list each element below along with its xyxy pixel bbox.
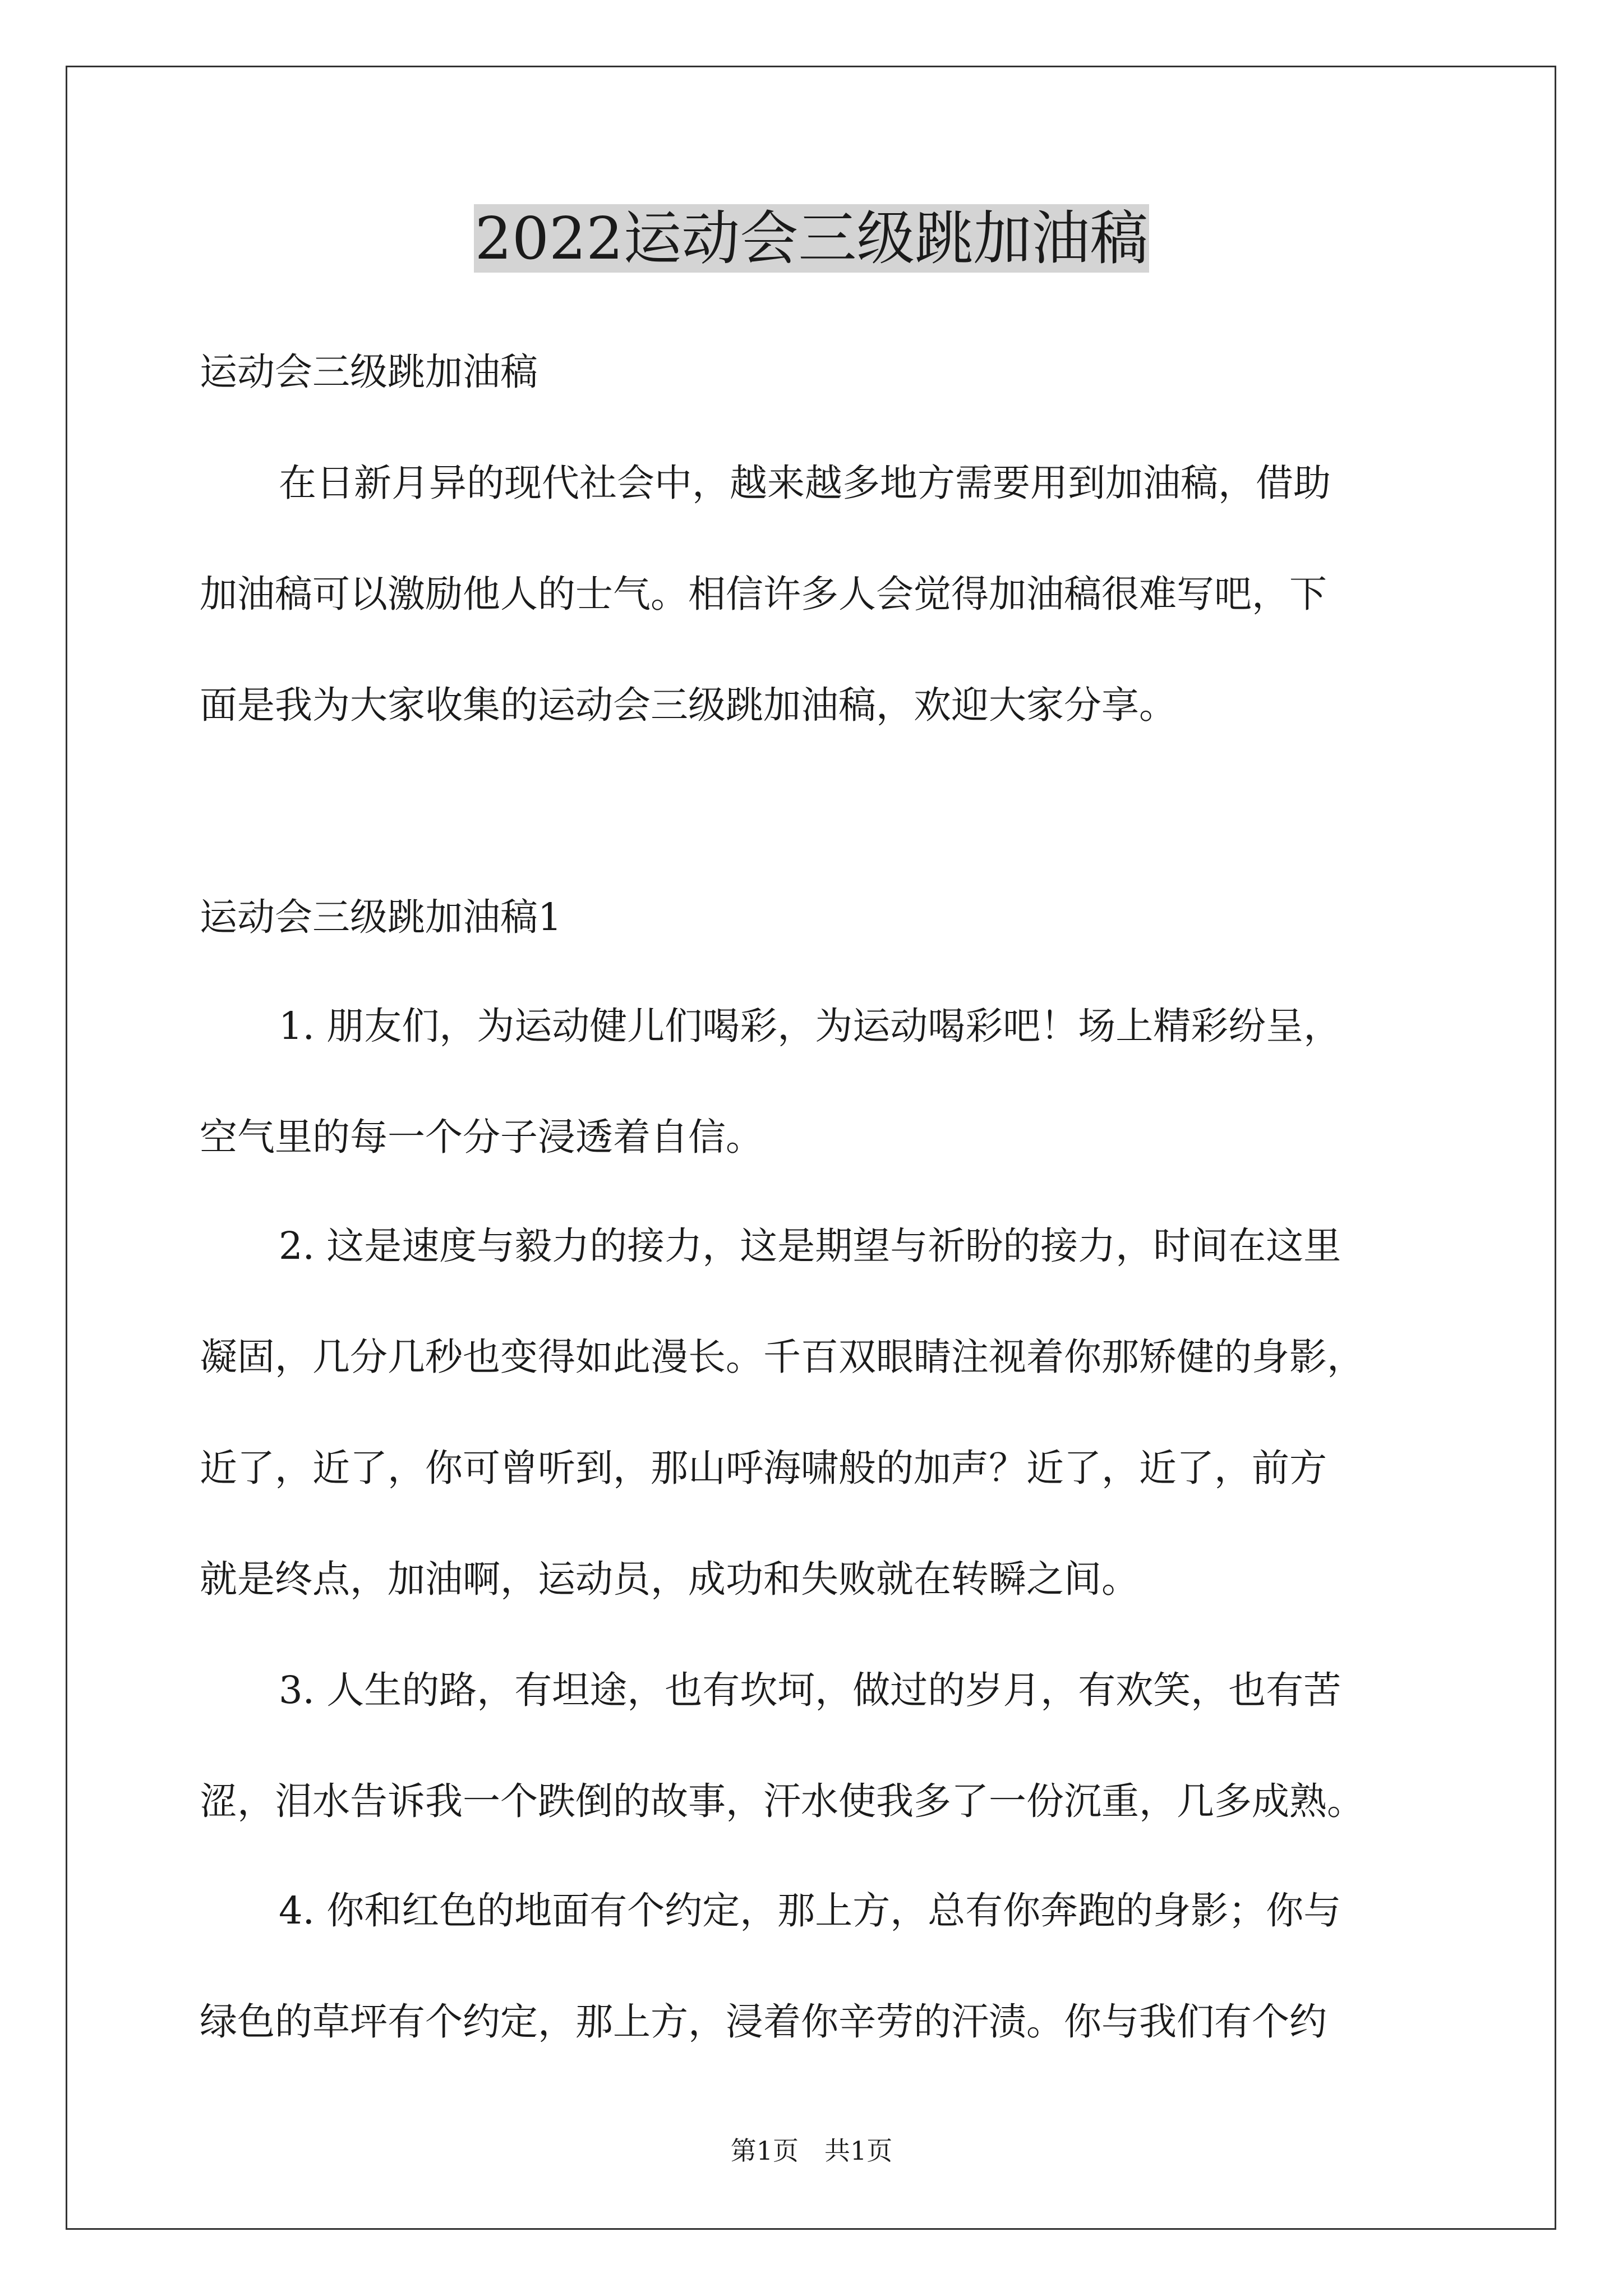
item-3-line-1: 3. 人生的路，有坦途，也有坎坷，做过的岁月，有欢笑，也有苦 [279,1668,1341,1712]
intro-line-2: 加油稿可以激励他人的士气。相信许多人会觉得加油稿很难写吧，下 [200,572,1327,616]
page-footer: 第1页 共1页 [730,2136,893,2166]
document-subtitle: 运动会三级跳加油稿 [200,350,538,394]
item-4-line-2: 绿色的草坪有个约定，那上方，浸着你辛劳的汗渍。你与我们有个约 [200,2000,1327,2044]
item-2-line-4: 就是终点，加油啊，运动员，成功和失败就在转瞬之间。 [200,1557,1139,1601]
item-2-line-2: 凝固，几分几秒也变得如此漫长。千百双眼睛注视着你那矫健的身影， [200,1335,1364,1379]
intro-line-1: 在日新月异的现代社会中，越来越多地方需要用到加油稿，借助 [279,461,1331,505]
item-1-line-1: 1. 朋友们，为运动健儿们喝彩，为运动喝彩吧！场上精彩纷呈， [279,1004,1341,1048]
intro-line-3: 面是我为大家收集的运动会三级跳加油稿，欢迎大家分享。 [200,683,1177,727]
section-heading: 运动会三级跳加油稿1 [200,895,562,939]
item-1-line-2: 空气里的每一个分子浸透着自信。 [200,1115,763,1159]
document-title [0,199,1623,278]
item-2-line-3: 近了，近了，你可曾听到，那山呼海啸般的加声？近了，近了，前方 [200,1446,1327,1490]
document-title-text: 2022运动会三级跳加油稿 [474,204,1149,273]
item-4-line-1: 4. 你和红色的地面有个约定，那上方，总有你奔跑的身影；你与 [279,1889,1341,1932]
item-3-line-2: 涩，泪水告诉我一个跌倒的故事，汗水使我多了一份沉重，几多成熟。 [200,1779,1364,1823]
item-2-line-1: 2. 这是速度与毅力的接力，这是期望与祈盼的接力，时间在这里 [279,1224,1341,1268]
